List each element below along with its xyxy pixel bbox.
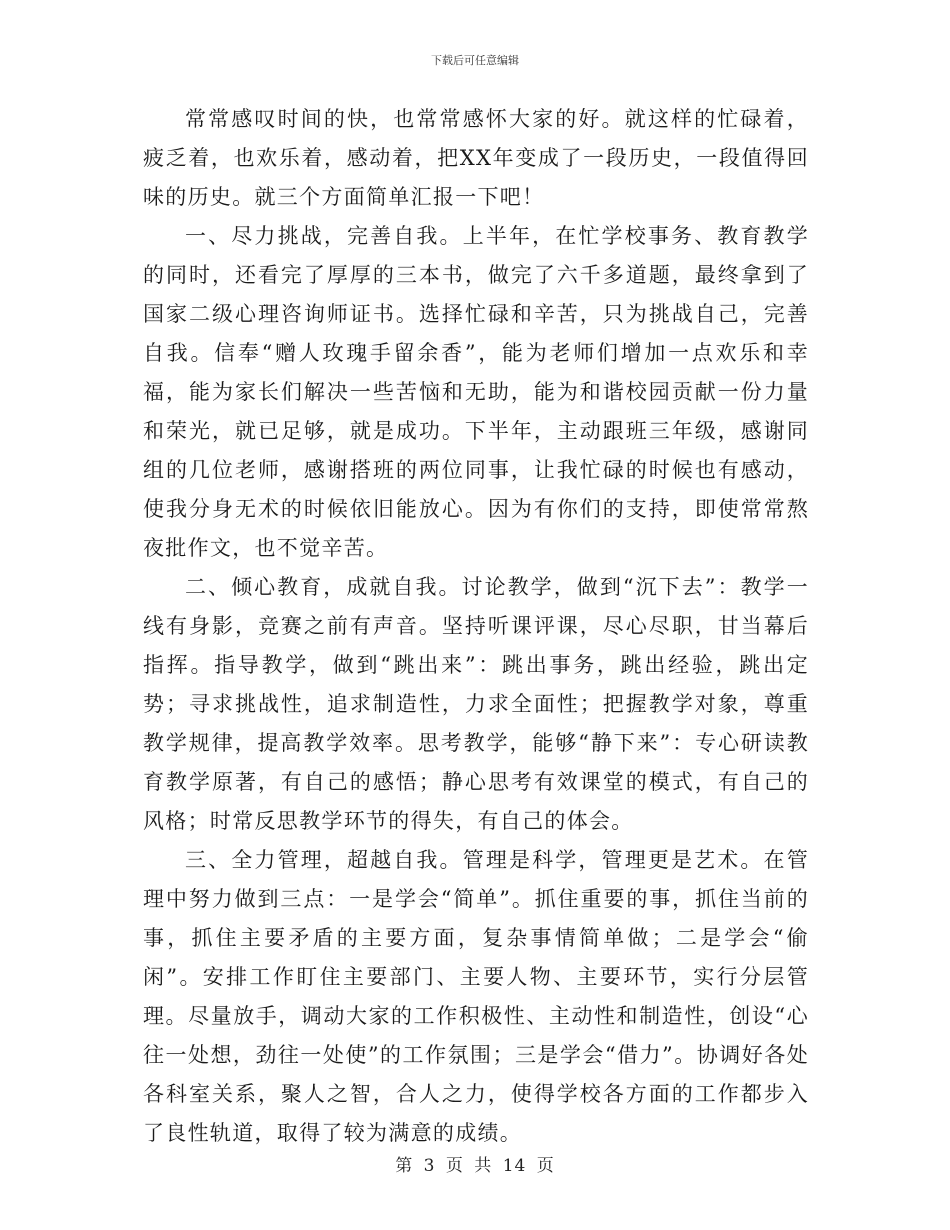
paragraph-section-1: 一、尽力挑战，完善自我。上半年，在忙学校事务、教育教学的同时，还看完了厚厚的三本书，做完了六千多道题，最终拿到了国家二级心理咨询师证书。选择忙碌和辛苦，只为挑战自己，完善自我。信奉“赠人玫瑰手留余香”，能为老师们增加一点欢乐和幸福，能为家长们解决一些苦恼和无助，能为和谐校园贡献一份力量和荣光，就已足够，就是成功。下半年，主动跟班三年级，感谢同组的几位老师，感谢搭班的两位同事，让我忙碌的时候也有感动，使我分身无术的时候依旧能放心。因为有你们的支持，即使常常熬夜批作文，也不觉辛苦。 (143, 224, 809, 560)
page-number: 第 3 页 共 14 页 (395, 1156, 555, 1176)
paragraph-section-3: 三、全力管理，超越自我。管理是科学，管理更是艺术。在管理中努力做到三点：一是学会“简单”。抓住重要的事，抓住当前的事，抓住主要矛盾的主要方面，复杂事情简单做；二是学会“偷闲”。安排工作盯住主要部门、主要人物、主要环节，实行分层管理。尽量放手，调动大家的工作积极性、主动性和制造性，创设“心往一处想，劲往一处使”的工作氛围；三是学会“借力”。协调好各处各科室关系，聚人之智，合人之力，使得学校各方面的工作都步入了良性轨道，取得了较为满意的成绩。 (143, 848, 809, 1145)
body-text (143, 100, 809, 1153)
header-note: 下载后可任意编辑 (431, 54, 519, 67)
paragraph-section-2: 二、倾心教育，成就自我。讨论教学，做到“沉下去”：教学一线有身影，竞赛之前有声音。坚持听课评课，尽心尽职，甘当幕后指挥。指导教学，做到“跳出来”：跳出事务，跳出经验，跳出定势；寻求挑战性，追求制造性，力求全面性；把握教学对象，尊重教学规律，提高教学效率。思考教学，能够“静下来”：专心研读教育教学原著，有自己的感悟；静心思考有效课堂的模式，有自己的风格；时常反思教学环节的得失，有自己的体会。 (143, 575, 809, 833)
paragraph-intro: 常常感叹时间的快，也常常感怀大家的好。就这样的忙碌着，疲乏着，也欢乐着，感动着，把XX年变成了一段历史，一段值得回味的历史。就三个方面简单汇报一下吧！ (143, 107, 809, 209)
